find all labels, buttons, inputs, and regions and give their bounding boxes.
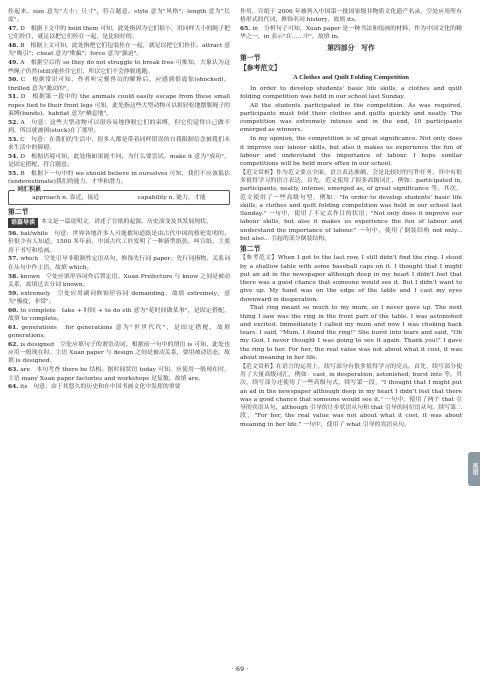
answer-item (8, 366, 230, 383)
answer-number: 56. (8, 230, 19, 238)
answer-number: 59. (8, 289, 19, 297)
answer-text: are 本句考查 there be 结构。据时间状语 today 可知，应使用一般现在时，主语 many Xuan paper factories and workshops 是复数，故填 are。 (8, 367, 231, 382)
answer-text: D 根据语境可知，此处指如果能不同，为什么要尝试。make it 意为"成功"，是固定搭配，符合题意。 (8, 154, 230, 169)
answer-item (8, 25, 230, 42)
vocab-row (13, 194, 225, 202)
answer-number: 47. (8, 25, 19, 33)
answer-text: A 句意：这些大型动物可以很容易地挣脱它们的束缚，但它们觉得自己做不到，所以就被困(stuck)在了那里。 (8, 119, 230, 135)
answer-item (8, 307, 230, 324)
answer-number: 53. (8, 135, 19, 143)
section-title: 第二节 (8, 207, 29, 216)
answer-number: 65. (240, 25, 251, 33)
answer-text: D 根据第一段中的 the animals could easily escape from these small ropes tied to their front legs 可知，此处指这些大型动物可以很轻松地摆脱绳子的束缚(bonds)。habitat 意为"栖息地"。 (8, 94, 230, 117)
answer-number: 52. (8, 118, 19, 126)
answer-number: 62. (8, 340, 19, 348)
vocab-title: 词汇积累 (17, 185, 42, 193)
guide-tag: 语篇导读 (8, 218, 38, 228)
reading-guide (8, 218, 230, 228)
answer-text: generations for generations 意为"世世代代"，是固定搭配，故填 generations。 (8, 324, 230, 340)
answer-item (8, 290, 230, 307)
answer-item (240, 25, 462, 42)
answer-item (8, 119, 230, 136)
answer-number: 54. (8, 153, 19, 160)
answer-item (8, 273, 230, 290)
answer-list-3 (240, 8, 462, 42)
answer-number: 63. (8, 366, 19, 374)
answer-item (8, 76, 230, 93)
answer-text: its 句意：由于其悠久的历史和在中国书画文化中发挥的重要 (20, 384, 181, 391)
essay-paragraph: All the students participated in the competition. As was required, participants must fold their clothes and quilts quickly and neatly. The competition was extremely intense and in the end, 10 participants emerged as winners. (240, 102, 462, 134)
vocab-item: capability n. 能力，才能 (137, 194, 206, 201)
section2-title: 第二节 (240, 245, 261, 254)
answer-text: D 根据下文中的 hold them 可知，此处指因为它们很小，用同样大小的绳子把它们拴住，就足以把它们拴在一起，是比较好的。 (8, 26, 230, 41)
answer-item (240, 8, 462, 25)
intro-lines: 拴起来。size 意为"大小；尺寸"，符合题意。style 意为"风格"；length 意为"长度"。 (8, 9, 230, 24)
essay-paragraph: In order to develop students' basic life skills, a clothes and quilt folding competition was held in our school last Sunday. (240, 85, 462, 100)
answer-text: which 空处引导非限制性定语从句，修饰先行词 paper。先行词指物，关系词在从句中作主语，故填 which。 (8, 256, 230, 271)
answer-number: 48. (8, 42, 19, 50)
answer-item (8, 324, 230, 341)
subject-side-tab: 英语 (468, 452, 480, 486)
right-column (240, 8, 462, 429)
answer-number: 64. (8, 383, 19, 391)
answer-text: C 根据常识可知，作者听完驯兽员的解释后，应感到很震惊(shocked)。thrilled 意为"激动的"。 (8, 77, 230, 92)
answer-item (8, 93, 230, 118)
answer-text: to complete take + 时间 + to do sth 意为"花时间做某事"，是固定搭配，故填 to complete。 (8, 307, 230, 322)
answer-text: in 分析句子可知，Xuan paper 是一种书法和绘画的材料，作为中国文化的精华之一，in 表示"在……中"，故填 in。 (240, 26, 462, 41)
answer-item (8, 230, 230, 255)
vocab-item: approach n. 靠近，接近 (32, 194, 100, 201)
answer-text: B 根据上文可知，此处指把它们包装拴在一起，就足以把它们拴住。attract 意为"吸引"；cheat 意为"欺骗"；force 意为"强迫"。 (8, 43, 230, 58)
section1-title: 第一节 (240, 53, 261, 62)
vocab-box (8, 185, 230, 205)
answer-number: 58. (8, 272, 19, 280)
continuation-paragraph: 【参考范文】When I got to the last row, I still didn't find the ring. I stood by a shallow table with some baseball caps on it. I thought that I might put an ad in the newspaper although deep in my heart I didn't feel that there was a good chance that someone would see it. But I didn't want to give up. My hand was on the edge of the table and I cast my eyes downward in desperation. (240, 255, 462, 303)
answer-list-1 (8, 25, 230, 187)
answer-number: 60. (8, 306, 19, 314)
answer-number: 51. (8, 93, 19, 101)
answer-number: 61. (8, 323, 19, 331)
essay-title: A Clothes and Quilt Folding Competition (293, 74, 409, 82)
answer-item (8, 383, 230, 391)
continuation-review: 【范文赏析】在语言的运用上，续写部分有很多值得学习的亮点。首先，续写部分使用了大量高级词汇，例如：cast, in desperation, astonished, burst into 等。其次，续写部分还使用了一些高级句式。续写第一段，"I thought that I might put an ad in the newspaper although deep in my heart I didn't feel that there was a good chance that someone would see it." 一句中，使用了两个 that 引导的宾语从句，although 引导的让步状语从句和 that 引导的同位语从句。续写第二段，"For her, the real value was not about what it cost, it was about meaning in her life." 一句中，使用了 what 引导的宾语从句。 (240, 363, 462, 428)
answer-item (8, 170, 230, 187)
answer-item (8, 59, 230, 76)
essay-paragraph: In my opinion, the competition is of great significance. Not only does it improve our labour skills, but also it makes us experience the fun of labour and understand the importance of labour. I hope similar competitions will be held more often in our school. (240, 136, 462, 168)
answer-item (8, 42, 230, 59)
reference-label: 【参考范文】 (240, 64, 281, 73)
guide-text: 本文是一篇说明文，讲述了宣纸的起源、历史演变及其发展现状。 (41, 219, 212, 226)
answer-item (8, 255, 230, 272)
answer-item (8, 136, 230, 153)
answer-number: 50. (8, 76, 19, 84)
answer-number: 55. (8, 170, 19, 178)
page-number: · 69 · (231, 665, 249, 673)
answer-text: extremely 空处应用副词修饰形容词 demanding，故填 extremely，意为"极度，非常"。 (8, 290, 230, 305)
answer-number: 49. (8, 59, 19, 67)
answer-text: A 根据空后的 so they do not struggle to break free 可推知，大象认为这些绳子仍然(still)能拴住它们，所以它们不会挣脱逃跑。 (8, 60, 230, 75)
answer-number: 57. (8, 255, 19, 263)
answer-text: hat/while 句意：世界各地许多人可能都知道纸是由古代中国的蔡伦发明的，但很少有人知道，1500 多年前，中国古代工匠发明了一种新型纸张，叫宣纸，主要用于书写和绘画。 (8, 231, 230, 254)
part-title: 第四部分 写作 (327, 43, 375, 52)
answer-item (8, 153, 230, 170)
continuation-paragraph: That ring meant so much to my mum, so I never gave up. The next thing I saw was the ring in the front part of the table. I was astonished and excited. Immediately I called my mum and now I was choking back tears. I said, "Mum, I found the ring!" She burst into tears and said, "Oh my God, I never thought I was going to see it again. Thank you!" I gave the ring to her. For her, the real value was not about what it cost, it was about meaning in her life. (240, 305, 462, 361)
essay-review: 【范文赏析】作为范文要点全面，语言表达准确，会是比较好的写作任务，其中有很多值得学习的语言表达。首先，范文使用了很多高级词汇，例如：participated in, participants, neatly, intense, emerged as, of great significance 等。其次，范文使用了一些高级句型，例如："In order to develop students' basic life skills, a clothes and quilt folding competition was held in our school last Sunday." 一句中，使用了不定式作目的状语；"Not only does it improve our labour skills, but also it makes us experience the fun of labour and understand the importance of labour." 一句中，使用了倒装结构 not only... but also... 引起的部分倒装结构。 (240, 169, 462, 242)
answer-text: C 句意：在我们的生活中，很多人都是带着同样错误的自我限制信念被我们未来生活中的障碍。 (8, 136, 231, 152)
left-column (8, 8, 230, 392)
answer-item (8, 341, 230, 366)
answer-text: B 根据下一句中的 we should believe in ourselves 可知，我们不应该低估(underestimate)我们的能力，才华和潜力。 (8, 171, 231, 186)
answer-list-2 (8, 230, 230, 392)
answer-text: 作用，宣纸于 2006 年被列入中国第一批国家级非物质文化遗产名录。空处应用所有格形式的代词，修饰名词 history，故填 its。 (240, 9, 462, 24)
answer-text: is designed 空处应填句子的谓语动词。根据前一句中的谓语 is 可知，此处也应用一般现在时。主语 Xuan paper 与 design 之间是被动关系，要用被动语态，故填 is designed。 (8, 341, 230, 365)
answer-text: known 空处应填形容词作后置定语。Xuan Prefecture 与 know 之间是被动关系，故填过去分词 known。 (8, 273, 230, 288)
